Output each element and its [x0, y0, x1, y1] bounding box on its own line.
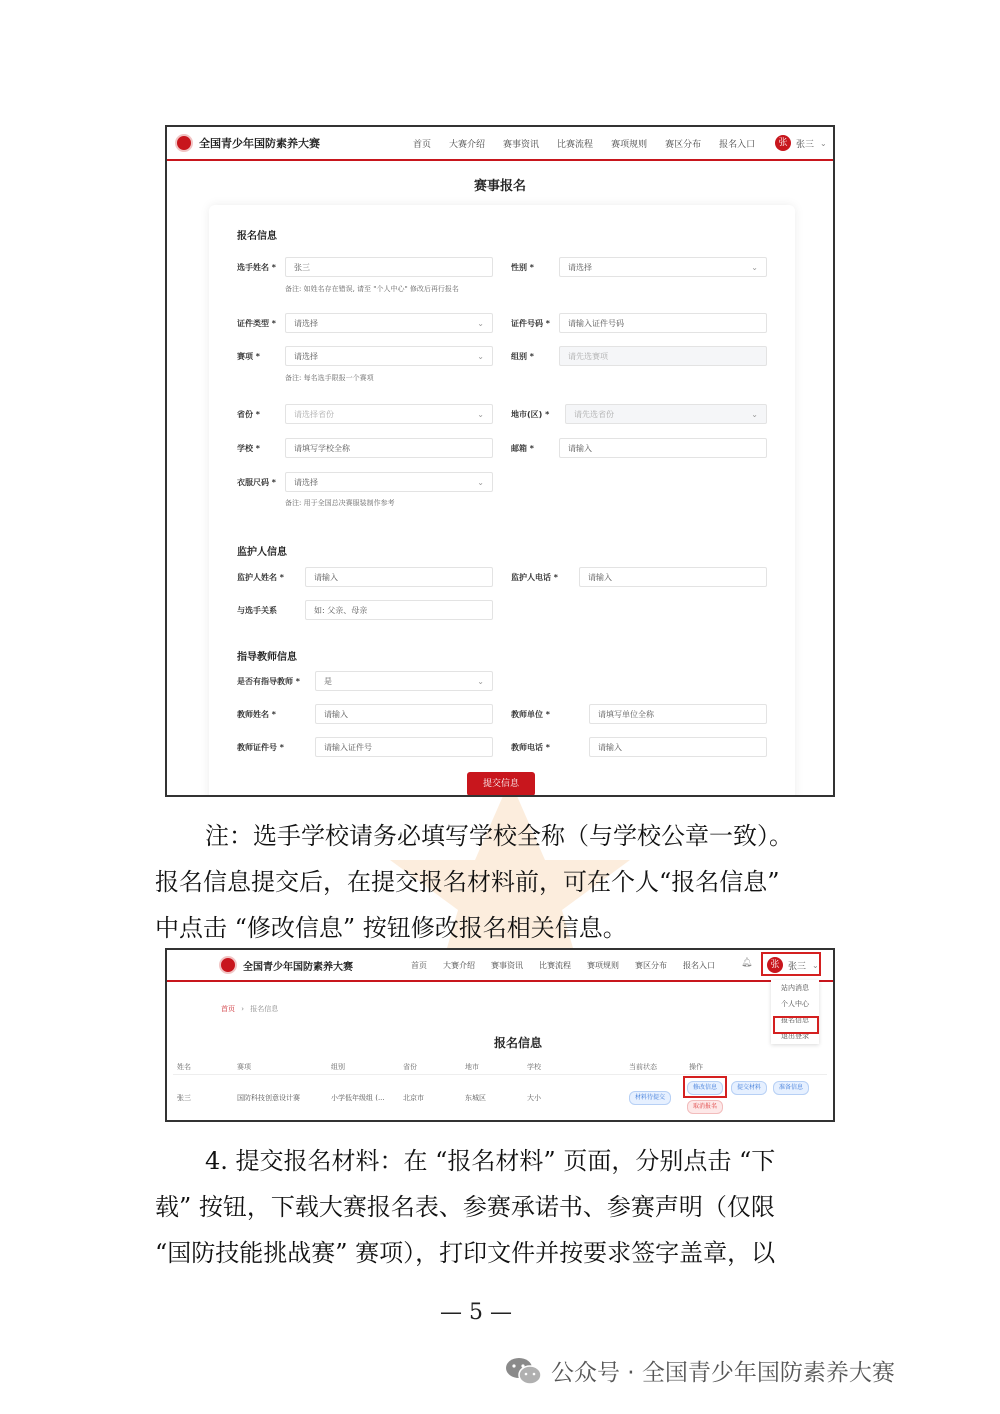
relation-input[interactable]	[305, 600, 493, 620]
name-field[interactable]	[285, 257, 493, 277]
breadcrumb-home[interactable]: 首页	[221, 1005, 235, 1013]
paragraph-1-line-1: 注：选手学校请务必填写学校全称（与学校公章一致）。	[205, 822, 793, 850]
teacher-phone-label: 教师电话 *	[511, 743, 550, 752]
idno-label: 证件号码 *	[511, 319, 550, 328]
nav-item-regions[interactable]: 赛区分布	[665, 140, 702, 150]
postcode-input[interactable]	[559, 438, 767, 458]
nav-item-intro[interactable]: 大赛介绍	[443, 961, 475, 970]
guardian-phone-input[interactable]	[579, 567, 767, 587]
highlight-edit-info	[683, 1076, 727, 1098]
nav-item-regions[interactable]: 赛区分布	[635, 961, 667, 970]
city-placeholder: 请先选省份	[574, 410, 614, 419]
table-header-school: 学校	[527, 1063, 541, 1071]
name-label: 选手姓名 *	[237, 263, 276, 272]
size-label: 衣服尺码 *	[237, 478, 276, 487]
nav-menu	[411, 960, 715, 971]
has-teacher-value: 是	[324, 677, 332, 686]
relation-label: 与选手关系	[237, 606, 277, 615]
cell-event: 国防科技创意设计赛	[237, 1094, 300, 1102]
size-note: 备注: 用于全国总决赛服装制作参考	[285, 499, 395, 507]
group-placeholder: 请先选赛项	[568, 352, 608, 361]
province-placeholder: 请选择省份	[294, 410, 334, 419]
logo-icon	[175, 134, 193, 152]
edit-info-button[interactable]: 修改信息	[687, 1081, 723, 1095]
avatar: 张	[775, 135, 791, 151]
event-placeholder: 请选择	[294, 352, 318, 361]
menu-item-logout[interactable]: 退出登录	[781, 1032, 809, 1040]
nav-item-signup[interactable]: 报名入口	[683, 961, 715, 970]
name-note: 备注: 如姓名存在错误, 请至 "个人中心" 修改后再行报名	[285, 285, 459, 293]
page-title: 赛事报名	[473, 179, 526, 194]
paragraph-2-line-3: “国防技能挑战赛” 赛项），打印文件并按要求签字盖章，以	[155, 1239, 776, 1267]
bell-icon[interactable]: 🔔︎	[741, 958, 753, 968]
chevron-down-icon: ⌄	[477, 677, 484, 686]
nav-item-rules[interactable]: 赛项规则	[587, 961, 619, 970]
size-select[interactable]	[285, 472, 493, 492]
breadcrumb-current: 报名信息	[250, 1005, 279, 1013]
event-label: 赛项 *	[237, 352, 260, 361]
logo-icon	[219, 956, 237, 974]
gender-select[interactable]	[559, 257, 767, 277]
nav-item-process[interactable]: 比赛流程	[557, 140, 594, 150]
table-header-status: 当前状态	[629, 1063, 657, 1071]
nav-item-intro[interactable]: 大赛介绍	[449, 140, 486, 150]
table-header-name: 姓名	[177, 1063, 191, 1071]
submit-button[interactable]: 提交信息	[467, 772, 535, 796]
guardian-phone-placeholder: 请输入	[588, 573, 612, 582]
event-note: 备注: 每名选手限报一个赛项	[285, 374, 374, 382]
cell-group: 小学低年级组 (...	[331, 1094, 385, 1102]
guardian-name-input[interactable]	[305, 567, 493, 587]
menu-item-signup-info[interactable]: 报名信息	[781, 1016, 809, 1024]
postcode-placeholder: 请输入	[568, 444, 592, 453]
table-header-province: 省份	[403, 1063, 417, 1071]
idtype-select[interactable]	[285, 313, 493, 333]
idtype-placeholder: 请选择	[294, 319, 318, 328]
nav-item-home[interactable]: 首页	[413, 140, 432, 150]
teacher-phone-input[interactable]	[589, 737, 767, 757]
footer-text: 公众号 · 全国青少年国防素养大赛	[551, 1360, 895, 1386]
nav-item-signup[interactable]: 报名入口	[719, 140, 756, 150]
top-nav	[167, 950, 833, 982]
school-placeholder: 请填写学校全称	[294, 444, 350, 453]
teacher-unit-label: 教师单位 *	[511, 710, 550, 719]
province-label: 省份 *	[237, 410, 260, 419]
nav-item-news[interactable]: 赛事资讯	[491, 961, 523, 970]
user-name: 张三	[788, 961, 807, 972]
teacher-name-placeholder: 请输入	[324, 710, 348, 719]
signup-info-screenshot	[165, 948, 835, 1122]
city-label: 地市(区) *	[511, 410, 550, 419]
table-header-city: 地市	[465, 1063, 479, 1071]
chevron-down-icon: ⌄	[477, 478, 484, 487]
gender-label: 性别 *	[511, 263, 534, 272]
event-select[interactable]	[285, 346, 493, 366]
page-title: 报名信息	[493, 1036, 542, 1050]
province-select[interactable]	[285, 404, 493, 424]
signup-form-screenshot	[165, 125, 835, 797]
nav-item-process[interactable]: 比赛流程	[539, 961, 571, 970]
menu-item-messages[interactable]: 站内消息	[781, 984, 809, 992]
menu-item-profile[interactable]: 个人中心	[781, 1000, 809, 1008]
site-title: 全国青少年国防素养大赛	[243, 961, 353, 973]
teacher-id-input[interactable]	[315, 737, 493, 757]
table-header-event: 赛项	[237, 1063, 251, 1071]
table-header-group: 组别	[331, 1063, 345, 1071]
site-title: 全国青少年国防素养大赛	[199, 137, 320, 150]
guardian-name-label: 监护人姓名 *	[237, 573, 284, 582]
section-guardian-title: 监护人信息	[237, 547, 287, 558]
teacher-unit-placeholder: 请填写单位全称	[598, 710, 654, 719]
idtype-label: 证件类型 *	[237, 319, 276, 328]
nav-item-rules[interactable]: 赛项规则	[611, 140, 648, 150]
school-input[interactable]	[285, 438, 493, 458]
avatar: 张	[767, 957, 783, 973]
chevron-down-icon: ⌄	[477, 410, 484, 419]
submit-materials-button[interactable]: 提交材料	[731, 1081, 767, 1095]
gender-placeholder: 请选择	[568, 263, 592, 272]
highlight-user-menu	[761, 952, 821, 976]
school-label: 学校 *	[237, 444, 260, 453]
nav-menu	[413, 137, 755, 150]
breadcrumb	[221, 1004, 278, 1014]
user-dropdown-menu	[771, 980, 819, 1044]
section-signup-title: 报名信息	[237, 231, 277, 242]
user-name: 张三	[796, 139, 815, 150]
footer	[505, 1354, 895, 1387]
highlight-signup-info	[773, 1016, 819, 1034]
prepare-info-button[interactable]: 准备信息	[773, 1081, 809, 1095]
nav-item-news[interactable]: 赛事资讯	[503, 140, 540, 150]
postcode-label: 邮箱 *	[511, 444, 534, 453]
cancel-signup-button[interactable]: 取消报名	[687, 1100, 723, 1114]
paragraph-1-line-2: 报名信息提交后，在提交报名材料前，可在个人“报名信息”	[155, 868, 780, 896]
user-menu[interactable]	[775, 135, 827, 151]
guardian-name-placeholder: 请输入	[314, 573, 338, 582]
section-teacher-title: 指导教师信息	[237, 652, 297, 663]
relation-placeholder: 如: 父亲、母亲	[314, 606, 368, 615]
teacher-unit-input[interactable]	[589, 704, 767, 724]
city-select[interactable]	[565, 404, 767, 424]
cell-city: 东城区	[465, 1094, 486, 1102]
cell-province: 北京市	[403, 1094, 424, 1102]
nav-item-home[interactable]: 首页	[411, 961, 427, 970]
teacher-name-input[interactable]	[315, 704, 493, 724]
group-label: 组别 *	[511, 352, 534, 361]
teacher-name-label: 教师姓名 *	[237, 710, 276, 719]
table-divider	[173, 1074, 827, 1075]
form-card	[209, 205, 795, 797]
page-number: — 5 —	[440, 1300, 512, 1325]
teacher-id-placeholder: 请输入证件号	[324, 743, 372, 752]
top-nav	[167, 127, 833, 161]
idno-input[interactable]	[559, 313, 767, 333]
breadcrumb-separator: ›	[241, 1005, 245, 1013]
has-teacher-label: 是否有指导教师 *	[237, 677, 300, 686]
chevron-down-icon: ⌄	[820, 138, 827, 148]
chevron-down-icon: ⌄	[751, 263, 758, 272]
has-teacher-select[interactable]	[315, 671, 493, 691]
size-placeholder: 请选择	[294, 478, 318, 487]
teacher-id-label: 教师证件号 *	[237, 743, 284, 752]
chevron-down-icon: ⌄	[812, 960, 819, 970]
cell-name: 张三	[177, 1094, 191, 1102]
paragraph-1-line-3: 中点击 “修改信息” 按钮修改报名相关信息。	[155, 914, 627, 942]
chevron-down-icon: ⌄	[477, 319, 484, 328]
wechat-icon	[505, 1356, 543, 1386]
group-select[interactable]	[559, 346, 767, 366]
name-value: 张三	[294, 263, 310, 272]
cell-school: 大小	[527, 1094, 541, 1102]
idno-placeholder: 请输入证件号码	[568, 319, 624, 328]
chevron-down-icon: ⌄	[751, 410, 758, 419]
teacher-phone-placeholder: 请输入	[598, 743, 622, 752]
paragraph-2-line-1: 4. 提交报名材料：在 “报名材料” 页面，分别点击 “下	[205, 1147, 776, 1175]
table-header-actions: 操作	[689, 1063, 703, 1071]
guardian-phone-label: 监护人电话 *	[511, 573, 558, 582]
status-badge: 材料待提交	[629, 1091, 671, 1105]
chevron-down-icon: ⌄	[477, 352, 484, 361]
paragraph-2-line-2: 载” 按钮，下载大赛报名表、参赛承诺书、参赛声明（仅限	[155, 1193, 775, 1221]
